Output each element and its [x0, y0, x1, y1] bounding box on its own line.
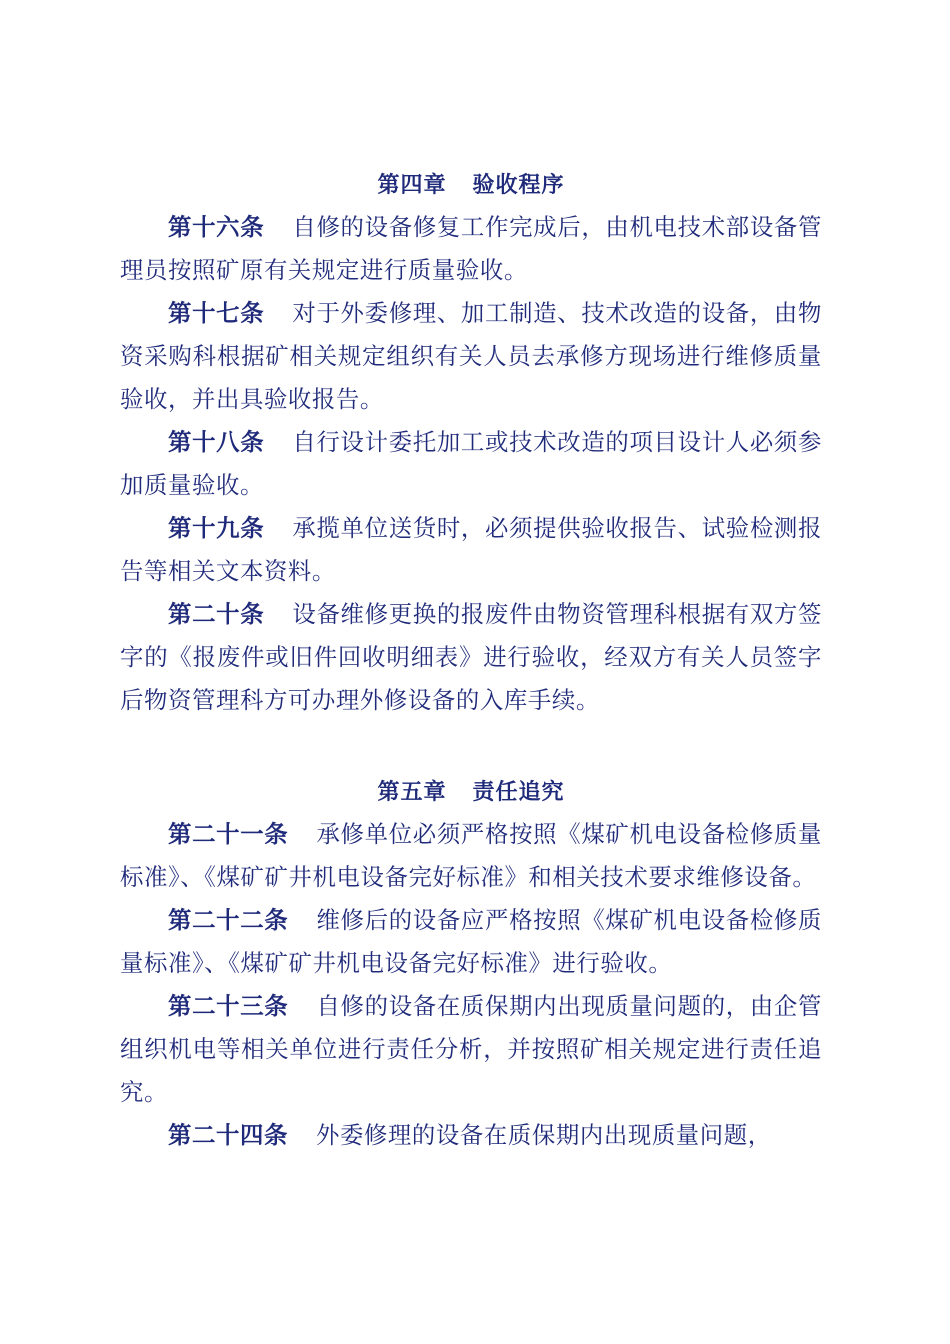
article-number: 第二十一条: [168, 820, 289, 848]
article-22: [120, 899, 822, 985]
article-number: 第十九条: [168, 514, 265, 542]
article-17: [120, 292, 822, 421]
article-16: [120, 206, 822, 292]
chapter-title: [120, 164, 822, 206]
chapter-name: 验收程序: [472, 172, 565, 198]
article-number: 第二十二条: [168, 906, 289, 934]
article-21: [120, 813, 822, 899]
chapter-4: [120, 164, 822, 722]
chapter-title: [120, 771, 822, 813]
chapter-5: [120, 771, 822, 1157]
article-text: 自修的设备在质保期内出现质量问题的，由企管组织机电等相关单位进行责任分析，并按照矿相关规定进行责任追究。: [120, 992, 822, 1106]
article-text: 外委修理的设备在质保期内出现质量问题，: [315, 1121, 772, 1149]
article-text: 设备维修更换的报废件由物资管理科根据有双方签字的《报废件或旧件回收明细表》进行验收，经双方有关人员签字后物资管理科方可办理外修设备的入库手续。: [120, 600, 822, 714]
chapter-name: 责任追究: [472, 779, 565, 805]
article-text: 承揽单位送货时，必须提供验收报告、试验检测报告等相关文本资料。: [120, 514, 822, 585]
article-number: 第十六条: [168, 213, 265, 241]
article-18: [120, 421, 822, 507]
article-19: [120, 507, 822, 593]
article-number: 第二十四条: [168, 1121, 288, 1149]
article-24: [120, 1114, 822, 1157]
article-number: 第二十三条: [168, 992, 289, 1020]
article-text: 承修单位必须严格按照《煤矿机电设备检修质量标准》、《煤矿矿井机电设备完好标准》和相关技术要求维修设备。: [120, 820, 822, 891]
article-text: 维修后的设备应严格按照《煤矿机电设备检修质量标准》、《煤矿矿井机电设备完好标准》进行验收。: [120, 906, 822, 977]
article-23: [120, 985, 822, 1114]
article-20: [120, 593, 822, 722]
article-text: 对于外委修理、加工制造、技术改造的设备，由物资采购科根据矿相关规定组织有关人员去承修方现场进行维修质量验收，并出具验收报告。: [120, 299, 822, 413]
article-number: 第十七条: [168, 299, 265, 327]
chapter-spacer: [120, 722, 822, 771]
article-number: 第十八条: [168, 428, 265, 456]
article-number: 第二十条: [168, 600, 265, 628]
chapter-number: 第四章: [377, 172, 447, 198]
article-text: 自行设计委托加工或技术改造的项目设计人必须参加质量验收。: [120, 428, 822, 499]
chapter-number: 第五章: [377, 779, 447, 805]
article-text: 自修的设备修复工作完成后，由机电技术部设备管理员按照矿原有关规定进行质量验收。: [120, 213, 822, 284]
document-page: [120, 164, 822, 1157]
